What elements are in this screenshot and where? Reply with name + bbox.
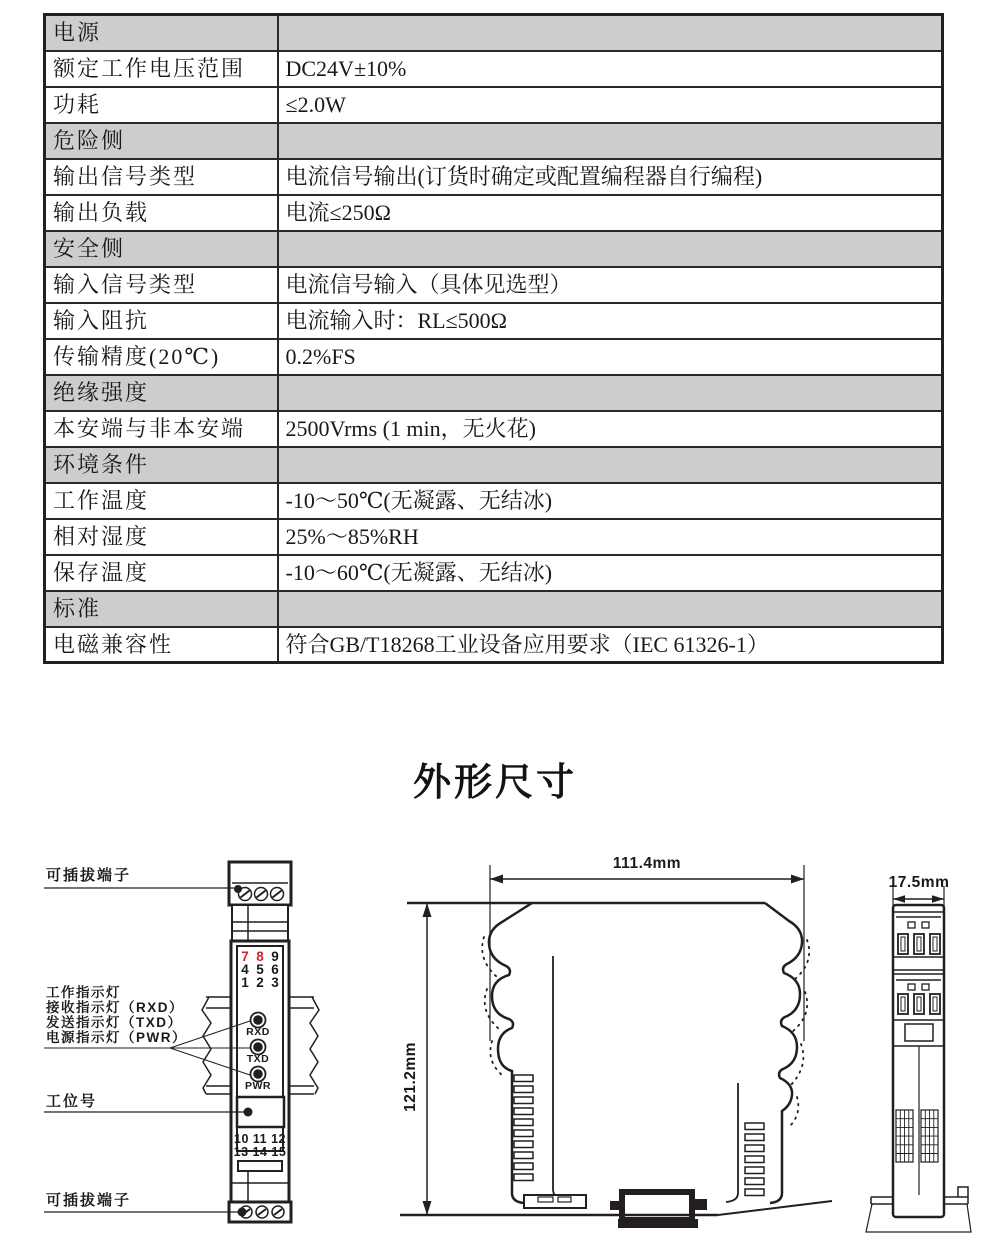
end-view-drawing <box>858 843 988 1243</box>
spec-label: 电源 <box>45 15 278 51</box>
bottom-strip <box>238 1161 282 1171</box>
spec-section-row <box>45 375 943 411</box>
spec-value: -10～50℃(无凝露、无结冰) <box>278 483 943 519</box>
spec-label: 输入信号类型 <box>45 267 278 303</box>
spec-value: -10～60℃(无凝露、无结冰) <box>278 555 943 591</box>
spec-section-row <box>45 231 943 267</box>
spec-label: 输入阻抗 <box>45 303 278 339</box>
spec-value: 电流输入时：RL≤500Ω <box>278 303 943 339</box>
callout-station: 工位号 <box>46 1093 98 1110</box>
module-end-profile <box>893 905 944 1217</box>
spec-label: 功耗 <box>45 87 278 123</box>
arrowhead-right-icon <box>932 895 944 903</box>
spec-label: 危险侧 <box>45 123 278 159</box>
spec-value: 电流信号输出(订货时确定或配置编程器自行编程) <box>278 159 943 195</box>
spec-section-row <box>45 447 943 483</box>
terminal-number: 5 <box>256 962 264 977</box>
spec-item-row <box>45 519 943 555</box>
spec-value: 符合GB/T18268工业设备应用要求（IEC 61326-1） <box>278 627 943 663</box>
terminal-number: 8 <box>256 949 264 964</box>
spec-label: 相对湿度 <box>45 519 278 555</box>
din-clip <box>610 1192 707 1228</box>
spec-item-row <box>45 87 943 123</box>
callout-bottom-terminal: 可插拔端子 <box>46 1192 132 1209</box>
spec-table-body <box>45 15 943 663</box>
spec-label: 电磁兼容性 <box>45 627 278 663</box>
leader-lines <box>44 885 253 1217</box>
vent-slots-right <box>745 1123 764 1196</box>
spec-item-row <box>45 303 943 339</box>
spec-item-row <box>45 555 943 591</box>
depth-dimension-label: 17.5mm <box>888 874 950 891</box>
spec-value: DC24V±10% <box>278 51 943 87</box>
spec-label: 标准 <box>45 591 278 627</box>
spec-value <box>278 447 943 483</box>
vent-slots-left <box>514 1075 533 1181</box>
top-terminal-block <box>229 862 291 905</box>
terminal-number: 3 <box>271 975 279 990</box>
spec-item-row <box>45 339 943 375</box>
spec-item-row <box>45 267 943 303</box>
spec-item-row <box>45 483 943 519</box>
terminal-number: 1 <box>241 975 249 990</box>
screw-icon <box>272 1206 284 1218</box>
led-label-txd: TXD <box>246 1053 270 1065</box>
bottom-terminal-numbers: 10 11 12 <box>234 1132 286 1146</box>
spec-value: 25%～85%RH <box>278 519 943 555</box>
callout-top-terminal: 可插拔端子 <box>46 867 132 884</box>
spec-value <box>278 591 943 627</box>
spec-label: 输出负载 <box>45 195 278 231</box>
terminal-number: 7 <box>241 949 249 964</box>
spec-label: 本安端与非本安端 <box>45 411 278 447</box>
callout-rx-led: 接收指示灯（RXD） <box>46 1000 185 1015</box>
arrowhead-left-icon <box>490 875 503 884</box>
spec-label: 额定工作电压范围 <box>45 51 278 87</box>
arrowhead-right-icon <box>791 875 804 884</box>
side-view-drawing <box>400 843 860 1243</box>
spec-label: 传输精度(20℃) <box>45 339 278 375</box>
spec-item-row <box>45 195 943 231</box>
depth-dimension <box>889 874 950 907</box>
spec-value: 2500Vrms (1 min，无火花) <box>278 411 943 447</box>
terminal-number: 2 <box>256 975 264 990</box>
terminal-numbers <box>241 949 279 990</box>
spec-section-row <box>45 15 943 51</box>
arrowhead-up-icon <box>423 903 432 917</box>
spec-value <box>278 123 943 159</box>
width-dimension-label: 111.4mm <box>612 855 682 872</box>
width-dimension <box>490 855 804 1041</box>
rail-latch <box>524 1195 586 1208</box>
module-front <box>229 862 291 1222</box>
spec-value: 电流≤250Ω <box>278 195 943 231</box>
screw-icon <box>256 1206 268 1218</box>
spec-item-row <box>45 627 943 663</box>
spec-section-row <box>45 123 943 159</box>
terminal-number: 4 <box>241 962 249 977</box>
page-title: 外形尺寸 <box>412 762 577 804</box>
led-label-rxd: RXD <box>246 1026 270 1038</box>
module-side-profile <box>400 903 832 1228</box>
spec-value <box>278 231 943 267</box>
callout-work-led: 工作指示灯 <box>46 985 121 1000</box>
screw-icon <box>255 888 268 901</box>
height-dimension <box>402 903 432 1215</box>
height-dimension-label: 121.2mm <box>402 1042 419 1112</box>
spec-value <box>278 375 943 411</box>
spec-item-row <box>45 411 943 447</box>
screw-icon <box>271 888 284 901</box>
bottom-terminal-numbers: 13 14 15 <box>233 1145 287 1159</box>
spec-value: ≤2.0W <box>278 87 943 123</box>
led-label-pwr: PWR <box>245 1080 271 1092</box>
spec-label: 保存温度 <box>45 555 278 591</box>
spec-label: 绝缘强度 <box>45 375 278 411</box>
spec-value: 0.2%FS <box>278 339 943 375</box>
spec-item-row <box>45 159 943 195</box>
spec-value: 电流信号输入（具体见选型） <box>278 267 943 303</box>
arrowhead-down-icon <box>423 1201 432 1215</box>
spec-label: 工作温度 <box>45 483 278 519</box>
terminal-number: 9 <box>271 949 279 964</box>
spec-item-row <box>45 51 943 87</box>
spec-value <box>278 15 943 51</box>
terminal-number: 6 <box>271 962 279 977</box>
arrowhead-left-icon <box>893 895 905 903</box>
callout-tx-led: 发送指示灯（TXD） <box>46 1015 183 1030</box>
spec-table <box>43 13 944 664</box>
front-view-drawing <box>20 843 420 1243</box>
spec-label: 安全侧 <box>45 231 278 267</box>
spec-label: 环境条件 <box>45 447 278 483</box>
spec-section-row <box>45 591 943 627</box>
callout-pwr-led: 电源指示灯（PWR） <box>46 1030 187 1045</box>
spec-label: 输出信号类型 <box>45 159 278 195</box>
